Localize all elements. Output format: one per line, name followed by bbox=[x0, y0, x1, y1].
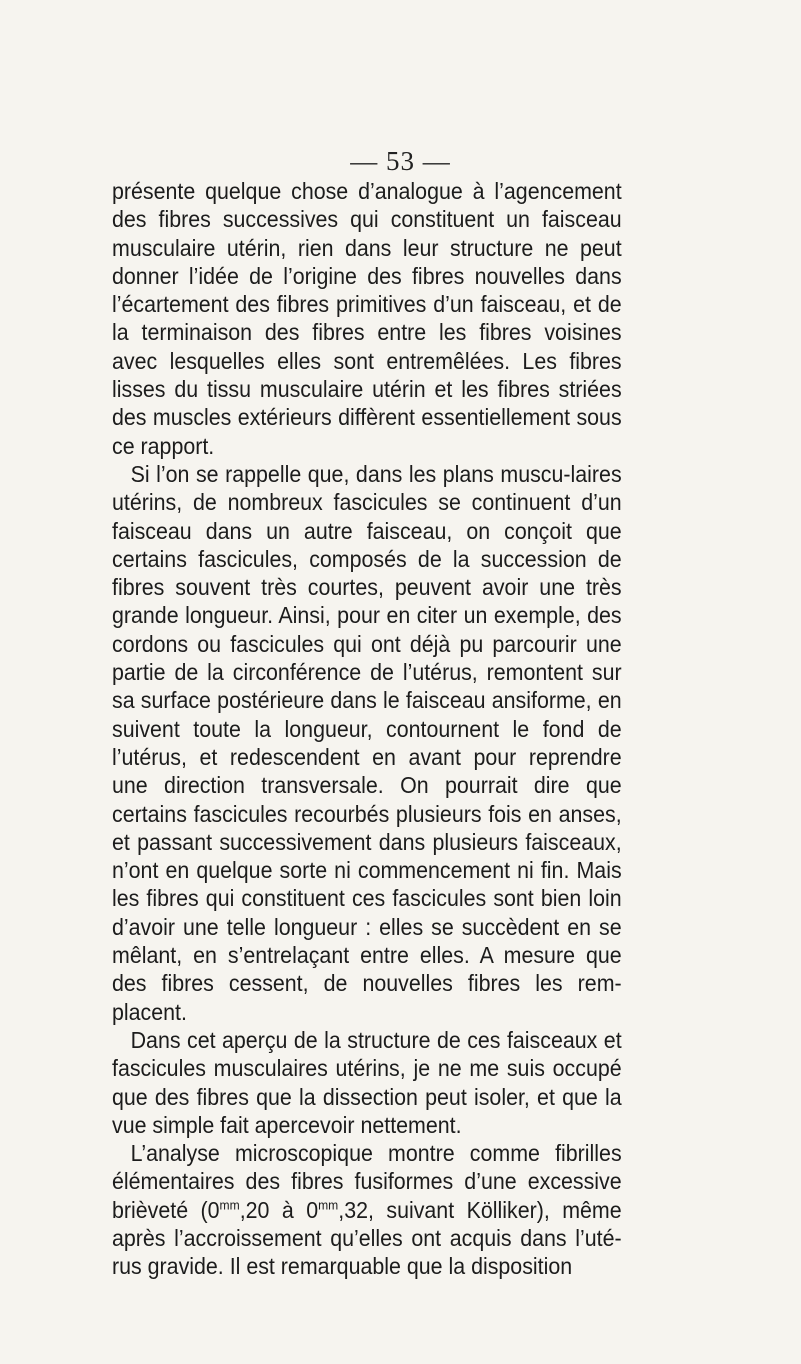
paragraph-4-part-2: ,20 à 0 bbox=[239, 1196, 319, 1223]
page-number: — 53 — bbox=[350, 146, 451, 176]
paragraph-4 bbox=[112, 1139, 622, 1280]
unit-superscript-2: mm bbox=[318, 1197, 339, 1213]
paragraph-4-part-1: L’analyse microscopique montre comme fibrilles élémentaires des fibres fusiformes d’une excessive brièveté (0 bbox=[112, 1140, 622, 1223]
paragraph-3: Dans cet aperçu de la structure de ces faisceaux et fascicules musculaires utérins, je ne me suis occupé que des fibres que la dissection peut isoler, et que la vue simple fait apercevoir nettement. bbox=[112, 1026, 622, 1138]
paragraph-1: présente quelque chose d’analogue à l’agencement des fibres successives qui constituent un faisceau musculaire utérin, rien dans leur structure ne peut donner l’idée de l’origine des fibres nouvelles dans l’écartement des fibres primitives d’un faisceau, et de la terminaison des fibres entre les fibres voisines avec lesquelles elles sont entremêlées. Les fibres lisses du tissu musculaire utérin et les fibres striées des muscles extérieurs diffèrent essentiellement sous ce rapport. bbox=[112, 178, 622, 459]
unit-superscript-1: mm bbox=[219, 1197, 240, 1213]
body-text bbox=[112, 177, 622, 1281]
paragraph-4-part-3: ,32, suivant Kölliker), même après l’accroissement qu’elles ont acquis dans l’uté-rus gravide. Il est remarquable que la disposition bbox=[112, 1196, 622, 1280]
paragraph-2: Si l’on se rappelle que, dans les plans muscu-laires utérins, de nombreux fascicules se continuent d’un faisceau dans un autre faisceau, on conçoit que certains fascicules, composés de la succession de fibres souvent très courtes, peuvent avoir une très grande longueur. Ainsi, pour en citer un exemple, des cordons ou fascicules qui ont déjà pu parcourir une partie de la circonférence de l’utérus, remontent sur sa surface postérieure dans le faisceau ansiforme, en suivent toute la longueur, contournent le fond de l’utérus, et redescendent en avant pour reprendre une direction transversale. On pourrait dire que certains fascicules recourbés plusieurs fois en anses, et passant successivement dans plusieurs faisceaux, n’ont en quelque sorte ni commencement ni fin. Mais les fibres qui constituent ces fascicules sont bien loin d’avoir une telle longueur : elles se succèdent en se mêlant, en s’entrelaçant entre elles. A mesure que des fibres cessent, de nouvelles fibres les rem-placent. bbox=[112, 460, 622, 1025]
